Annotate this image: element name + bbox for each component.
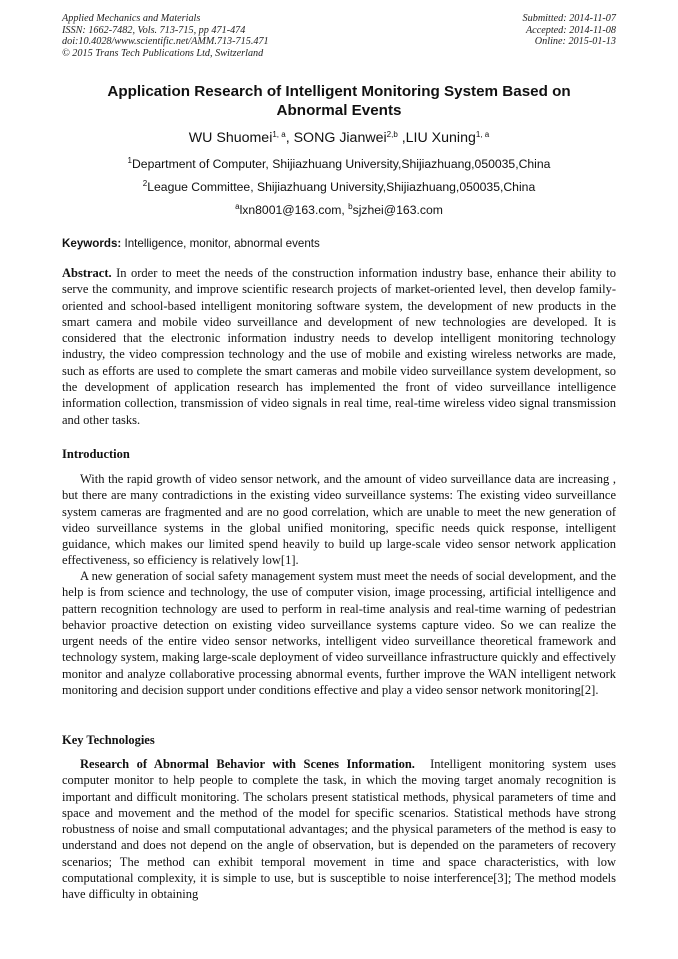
accepted-date: Accepted: 2014-11-08 <box>525 24 616 36</box>
journal-issn: ISSN: 1662-7482, Vols. 713-715, pp 471-474 <box>62 24 246 36</box>
section-heading-introduction: Introduction <box>62 447 130 461</box>
abstract <box>62 265 616 428</box>
journal-doi[interactable]: doi:10.4028/www.scientific.net/AMM.713-715.471 <box>62 36 269 48</box>
keywords-text: Intelligence, monitor, abnormal events <box>124 237 320 250</box>
paper-title: Application Research of Intelligent Monitoring System Based on Abnormal Events <box>107 83 571 119</box>
journal-info <box>62 13 269 59</box>
keywords-label: Keywords: <box>62 237 122 250</box>
journal-name: Applied Mechanics and Materials <box>62 13 201 24</box>
submitted-date: Submitted: 2014-11-07 <box>522 13 616 24</box>
subsection-heading: Research of Abnormal Behavior with Scenes Information. <box>80 757 415 771</box>
online-date: Online: 2015-01-13 <box>534 36 616 48</box>
affiliation: $^1$Department of Computer, Shijiazhuang University,Shijiazhuang,050035,China <box>127 156 551 171</box>
email-link[interactable]: sjzhei@163.com <box>352 203 443 217</box>
author-emails: $^a$lxn8001@163.com, $^b$sjzhei@163.com <box>235 202 443 217</box>
affiliation: $^2$League Committee, Shijiazhuang University,Shijiazhuang,050035,China <box>142 179 536 194</box>
paragraph: Research of Abnormal Behavior with Scenes Information. Intelligent monitoring system uses computer monitor to help people to complete the task, in which the moving target anomaly recognition is important and difficult monitoring. The scholars present statistical methods, physical parameters of time and space and movement and the method of the model for specific scenarios. Statistical methods have strong robustness of noise and small computational advantages; and the physical parameters of the method is easy to understand and does not depend on the angle of observation, but is depended on the parameters of recovery scenarios; The method can exhibit temporal movement in time and space characteristics, with low computational complexity, it is simple to use, but is susceptible to noise interference[3]; The method models have difficulty in obtaining <box>62 757 616 902</box>
paragraph: With the rapid growth of video sensor network, and the amount of video surveillance data are increasing , but there are many contradictions in the existing video surveillance systems: The existing video surveillance system cameras are fragmented and are no good correlation, which are unable to meet the new generation of video surveillance systems in the global unified monitoring, specific needs quick response, intelligent guidance, which makes our limited spend heavily to build up large-scale video sensor network application effectiveness, so efficiency is relatively low[1]. <box>62 472 616 568</box>
author: WU Shuomei$^{1, a}$, <box>188 130 294 146</box>
author: SONG Jianwei$^{2,b}$ , <box>293 130 406 146</box>
email-link[interactable]: lxn8001@163.com, <box>239 203 349 217</box>
abstract-label: Abstract. <box>62 266 112 280</box>
section-heading-key-technologies: Key Technologies <box>62 733 155 747</box>
abstract-text: In order to meet the needs of the construction information industry base, enhance their ability to serve the community, and improve scientific research projects of market-oriented level, then develop family-oriented and school-based intelligent monitoring software system, the development of new products in the smart camera and mobile video surveillance and development of new technologies are developed. It is considered that the electronic information industry needs to develop intelligent monitoring technology industry, the video compression technology and the use of mobile and existing wireless networks are made, such as efforts are used to complete the smart cameras and mobile video surveillance system development, so the development of application research has implemented the front of video surveillance intelligence information collection, transmission of video signals in real time, real-time wireless video signal transmission and other tasks. <box>62 266 617 427</box>
author-list <box>0 130 678 146</box>
paper-dates <box>523 13 616 48</box>
paragraph: A new generation of social safety management system must meet the needs of social development, and the help is from science and technology, the use of computer vision, image processing, artificial intelligence and pattern recognition technology are used to perform in real-time analysis and real-time warning of pedestrian behavior proactive detection on existing video surveillance systems capture video. So we can realize the urgent needs of the entire video sensor networks, intelligent video surveillance theoretical framework and technology system, making large-scale deployment of video surveillance infrastructure quickly and effectively monitor and analyze collaborative processing abnormal events, further improve the WAN intelligent network monitoring and decision support under conditions effective and play a video sensor network monitoring[2]. <box>62 569 616 698</box>
journal-copyright: © 2015 Trans Tech Publications Ltd, Switzerland <box>62 47 264 59</box>
author: LIU Xuning$^{1, a}$ <box>405 130 490 146</box>
journal-header <box>62 13 616 65</box>
keywords <box>62 237 616 250</box>
